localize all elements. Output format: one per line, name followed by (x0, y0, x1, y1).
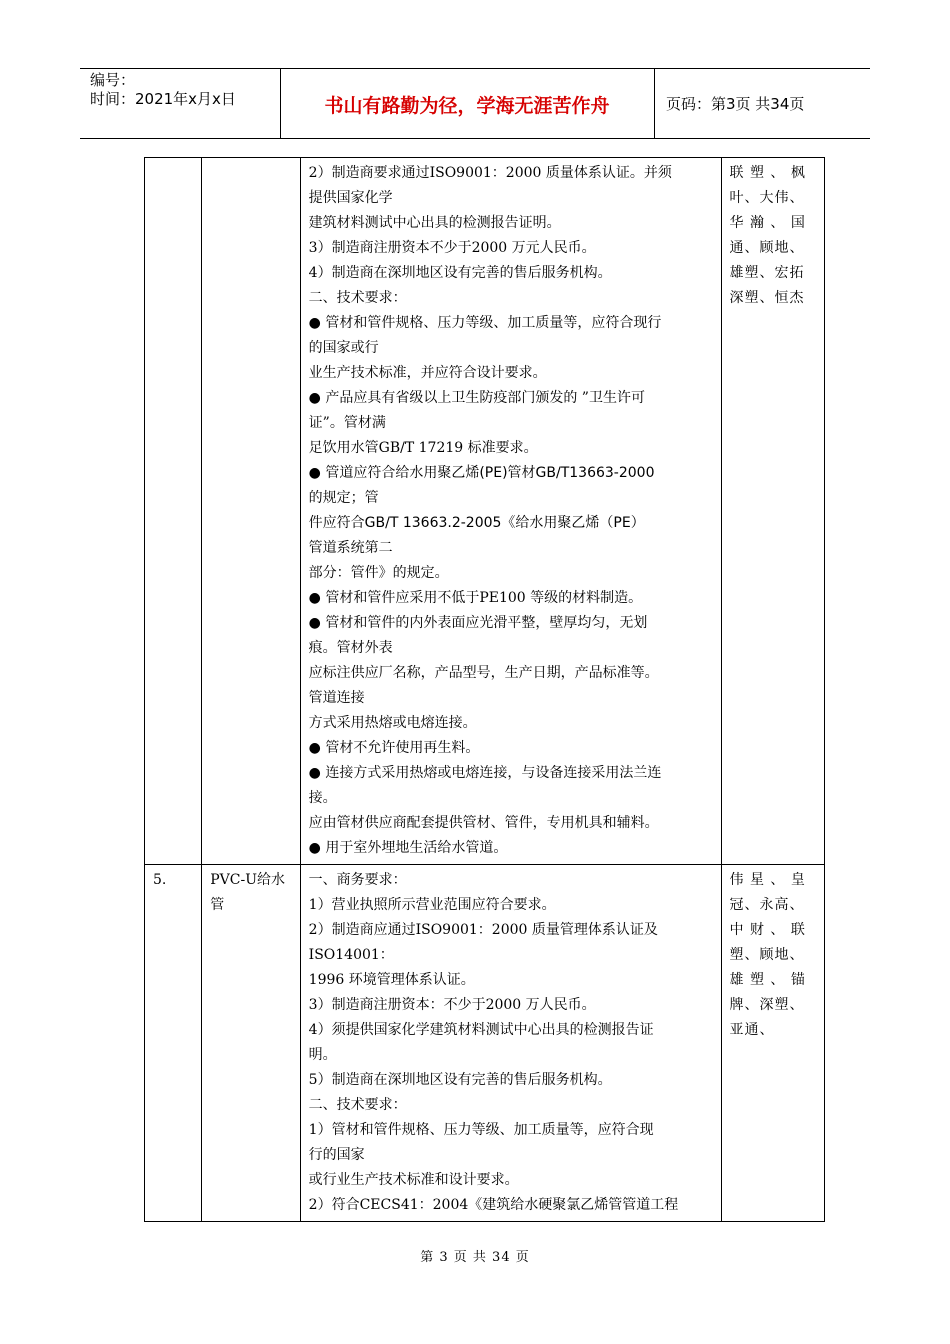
requirement-line: 明。 (308, 1047, 337, 1063)
doc-time-label: 时间：2021年x月x日 (90, 90, 236, 108)
brand-line: 深塑、恒杰 (729, 290, 805, 306)
requirement-line: 的国家或行 (308, 340, 379, 356)
brand-line: 中 财 、 联 (729, 922, 806, 938)
requirement-line: ● 管材和管件应采用不低于PE100 等级的材料制造。 (308, 590, 643, 606)
row-number-cell: 5. (145, 865, 202, 1222)
requirement-line: 痕。管材外表 (308, 640, 393, 656)
requirement-line: 4）制造商在深圳地区设有完善的售后服务机构。 (308, 265, 612, 281)
requirement-line: 的规定；管 (308, 490, 379, 506)
requirement-line: 一、商务要求： (308, 872, 407, 888)
requirement-line: 二、技术要求： (308, 290, 407, 306)
header-motto: 书山有路勤为径，学海无涯苦作舟 (324, 95, 610, 117)
item-name-cell (202, 158, 300, 865)
requirement-line: 方式采用热熔或电熔连接。 (308, 715, 477, 731)
requirement-line: 1）管材和管件规格、压力等级、加工质量等，应符合现 (308, 1122, 654, 1138)
table-row (145, 158, 825, 865)
requirement-line: ● 产品应具有省级以上卫生防疫部门颁发的 ”卫生许可 (308, 390, 645, 406)
requirement-line: ISO14001： (308, 947, 394, 963)
doc-number-label: 编号： (90, 71, 136, 89)
brands-cell (721, 865, 824, 1222)
requirement-line: 2）符合CECS41：2004《建筑给水硬聚氯乙烯管管道工程 (308, 1197, 679, 1213)
header-meta (90, 71, 236, 109)
brand-line: 联 塑 、 枫 (729, 165, 806, 181)
brand-line: 伟 星 、 皇 (729, 872, 806, 888)
brands-cell (721, 158, 824, 865)
requirement-line: 建筑材料测试中心出具的检测报告证明。 (308, 215, 561, 231)
requirement-line: 3）制造商注册资本：不少于2000 万人民币。 (308, 997, 596, 1013)
brand-line: 叶、大伟、 (729, 190, 805, 206)
brand-line: 亚通、 (729, 1022, 775, 1038)
requirement-line: 提供国家化学 (308, 190, 393, 206)
brand-line: 通、顾地、 (729, 240, 805, 256)
requirements-cell (300, 865, 721, 1222)
requirement-line: 或行业生产技术标准和设计要求。 (308, 1172, 519, 1188)
requirement-line: ● 管道应符合给水用聚乙烯(PE)管材GB/T13663-2000 (308, 465, 655, 481)
requirement-line: 应由管材供应商配套提供管材、管件，专用机具和辅料。 (308, 815, 659, 831)
requirement-line: ● 用于室外埋地生活给水管道。 (308, 840, 508, 856)
brand-line: 华 瀚 、 国 (729, 215, 806, 231)
requirement-line: 2）制造商要求通过ISO9001：2000 质量体系认证。并须 (308, 165, 672, 181)
requirement-line: 业生产技术标准，并应符合设计要求。 (308, 365, 547, 381)
requirement-line: 证”。管材满 (308, 415, 386, 431)
requirement-line: 5）制造商在深圳地区设有完善的售后服务机构。 (308, 1072, 612, 1088)
header-page-label: 页码：第3页 共34页 (666, 95, 805, 113)
page-footer: 第 3 页 共 34 页 (420, 1250, 530, 1265)
spec-table (144, 157, 825, 1222)
header-divider (654, 69, 655, 138)
brand-line: 牌、深塑、 (729, 997, 805, 1013)
requirement-line: 管道连接 (308, 690, 365, 706)
requirement-line: 2）制造商应通过ISO9001：2000 质量管理体系认证及 (308, 922, 658, 938)
requirements-cell (300, 158, 721, 865)
requirement-line: 3）制造商注册资本不少于2000 万元人民币。 (308, 240, 596, 256)
requirement-line: ● 管材不允许使用再生料。 (308, 740, 480, 756)
requirement-line: 1）营业执照所示营业范围应符合要求。 (308, 897, 556, 913)
brand-line: 雄塑、宏拓 (729, 265, 805, 281)
requirement-line: ● 管材和管件的内外表面应光滑平整，壁厚均匀，无划 (308, 615, 648, 631)
brand-line: 雄 塑 、 锚 (729, 972, 806, 988)
brand-line: 塑、顾地、 (729, 947, 805, 963)
requirement-line: ● 管材和管件规格、压力等级、加工质量等，应符合现行 (308, 315, 662, 331)
table-row (145, 865, 825, 1222)
requirement-line: 应标注供应厂名称，产品型号，生产日期，产品标准等。 (308, 665, 659, 681)
page-header (80, 68, 870, 139)
requirement-line: 件应符合GB/T 13663.2-2005《给水用聚乙烯（PE） (308, 515, 645, 531)
requirement-line: 行的国家 (308, 1147, 365, 1163)
brand-line: 冠、永高、 (729, 897, 805, 913)
requirement-line: 部分：管件》的规定。 (308, 565, 449, 581)
item-name-cell: PVC-U给水管 (202, 865, 300, 1222)
row-number-cell (145, 158, 202, 865)
requirement-line: 二、技术要求： (308, 1097, 407, 1113)
requirement-line: ● 连接方式采用热熔或电熔连接，与设备连接采用法兰连 (308, 765, 662, 781)
requirement-line: 接。 (308, 790, 337, 806)
requirement-line: 足饮用水管GB/T 17219 标准要求。 (308, 440, 538, 456)
requirement-line: 1996 环境管理体系认证。 (308, 972, 475, 988)
requirement-line: 管道系统第二 (308, 540, 393, 556)
requirement-line: 4）须提供国家化学建筑材料测试中心出具的检测报告证 (308, 1022, 654, 1038)
